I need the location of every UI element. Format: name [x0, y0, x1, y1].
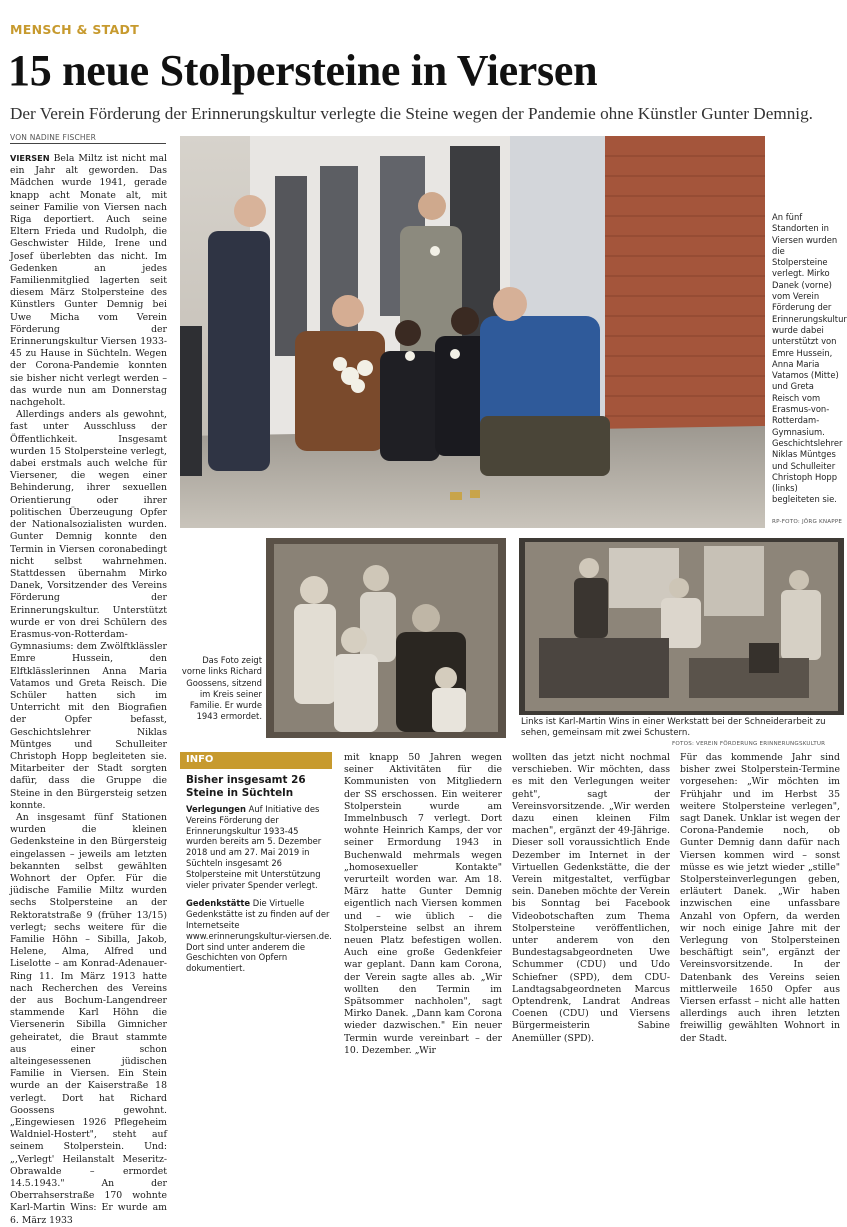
- family-photo-caption: Das Foto zeigt vorne links Richard Goossens, sitzend im Kreis seiner Familie. Er wurde 1943 ermordet.: [181, 655, 262, 722]
- main-photo: [180, 136, 765, 528]
- article-column-1: [10, 152, 167, 1226]
- article-column-3: mit knapp 50 Jahren wegen seiner Aktivitäten für die Kommunisten von Mitgliedern der SS erschossen. Ein weiterer Stolperstein wurde am Immelnbusch 7 verlegt. Dort wohnte Heinrich Kamps, der vor seiner Ermordung 1943 in Buchenwald mehrmals wegen „homosexueller Kontakte" verurteilt worden war. Am 18. März hatte Gunter Demnig eigentlich nach Viersen kommen und – wie üblich – die Stolpersteine selbst an ihrem neuen Platz befestigen wollen. Auch eine große Gedenkfeier war geplant. Dann kam Corona, der Verein sagte alles ab. „Wir wollten den Termin im Spätsommer nachholen", sagt Mirko Danek. „Dann kam Corona wieder dazwischen." Ein neuer Termin wurde vereinbart – der 10. Dezember. „Wir: [344, 752, 502, 1056]
- main-photo-image: [180, 136, 765, 528]
- info-paragraph-2: Gedenkstätte Die Virtuelle Gedenkstätte ist zu finden auf der Internetseite www.erinnerungskultur-viersen.de. Dort sind unter anderem die Geschichten von Opfern dokumentiert.: [186, 898, 332, 974]
- headline: 15 neue Stolpersteine in Viersen: [8, 46, 598, 95]
- info-label: INFO: [180, 752, 332, 769]
- info-paragraph-1: Verlegungen Auf Initiative des Vereins Förderung der Erinnerungskultur 1933-45 wurden bereits am 5. Dezember 2018 und am 27. Mai 2019 in Süchteln insgesamt 26 Stolpersteine mit Unterstützung vieler privater Spender verlegt.: [186, 804, 322, 890]
- paragraph: An insgesamt fünf Stationen wurden die kleinen Gedenksteine in den Bürgersteig eingelassen – jeweils am letzten bekannten selbst gewählten Wohnort der Opfer. Für die jüdische Familie Miltz wurden sechs Stolpersteine an der Rektoratstraße 9 (früher 13/15) verlegt; sechs weitere für die Familie Höhn – Sibilla, Jakob, Helene, Alma, Alfred und Liselotte – am Konrad-Adenauer-Ring 11. Im März 1913 hatte nach Recherchen des Vereins der aus Bochum-Langendreer stammende Karl Höhn die Viersenerin Sibilla Gimnicher geheiratet, die Braut stammte aus einer schon alteingesessenen jüdischen Familie in Viersen. Ein Stein wurde an der Kaiserstraße 18 verlegt. Dort hat Richard Goossens gewohnt. „Eingewiesen 1926 Pflegeheim Waldniel-Hostert", steht auf seinem Stolperstein. Und: „‚Verlegt' Heilanstalt Meseritz-Obrawalde – ermordet 14.5.1943." An der Oberrahserstraße 170 wohnte Karl-Martin Wins: Er wurde am 6. März 1933: [10, 811, 167, 1226]
- paragraph-lead: VIERSEN Bela Miltz ist nicht mal ein Jahr alt geworden. Das Mädchen wurde 1941, gerade knapp acht Monate alt, mit seiner Familie von Viersen nach Riga deportiert. Auch seine Eltern Frieda und Rudolph, die Geschwister Hilde, Irene und Josef überlebten das nicht. Im Gedenken an jedes Familienmitglied lagerten seit diesem März Stolpersteine des Künstlers Gunter Demnig bei Uwe Micha vom Verein Förderung der Erinnerungskultur Viersen 1933-45 zu Hause in Süchteln. Wegen der Corona-Pandemie konnten sie bisher nicht verlegt werden – das wurde nun am Donnerstag nachgeholt.: [10, 153, 167, 409]
- workshop-photo-image: [519, 538, 844, 715]
- subheadline: Der Verein Förderung der Erinnerungskultur verlegte die Steine wegen der Pandemie ohne Künstler Gunter Demnig.: [10, 104, 813, 123]
- byline-rule: [10, 143, 166, 144]
- article-column-4: wollten das jetzt nicht nochmal verschieben. Wir möchten, dass es mit den Verlegungen weiter geht", sagt der Vereinsvorsitzende. „Wir werden dazu einen kleinen Film machen", ergänzt der 49-Jährige. Dieser soll voraussichtlich Ende Dezember im Internet in der Virtuellen Gedenkstätte, die der Verein mitgestaltet, verfügbar sein. Daneben möchte der Verein bis Sonntag bei Facebook Videobotschaften zum Thema Stolpersteine veröffentlichen, unter anderem von den Bundestagsabgeordneten Uwe Schummer (CDU) und Udo Schiefner (SPD), dem CDU-Landtagsabgeordneten Marcus Optendrenk, Landrat Andreas Coenen (CDU) und Viersens Bürgermeisterin Sabine Anemüller (SPD).: [512, 752, 670, 1044]
- byline: VON NADINE FISCHER: [10, 133, 97, 142]
- workshop-photo-credit: FOTOS: VEREIN FÖRDERUNG ERINNERUNGSKULTUR: [672, 741, 826, 747]
- main-photo-credit: RP-FOTO: JÖRG KNAPPE: [772, 519, 843, 525]
- family-photo: [266, 538, 506, 738]
- dateline: VIERSEN: [10, 153, 50, 163]
- workshop-photo-caption: Links ist Karl-Martin Wins in einer Werkstatt bei der Schneiderarbeit zu sehen, gemeinsam mit zwei Schustern.: [521, 717, 826, 739]
- info-box: [180, 752, 332, 1000]
- family-photo-image: [266, 538, 506, 738]
- workshop-photo: [519, 538, 844, 715]
- paragraph: Allerdings anders als gewohnt, fast unter Ausschluss der Öffentlichkeit. Insgesamt wurden 15 Stolpersteine verlegt, dabei erstmals auch welche für Viersener, die wegen einer Behinderung, ihrer sexuellen Orientierung oder ihrer politischen Überzeugung Opfer der Nationalsozialisten wurden. Gunter Demnig konnte den Termin in Viersen coronabedingt nicht selbst wahrnehmen. Stattdessen übernahm Mirko Danek, Vorsitzender des Vereins Förderung der Erinnerungskultur. Unterstützt wurde er von drei Schülern des Erasmus-von-Rotterdam-Gymnasiums: dem Zwölftklässler Emre Hussein, den Elftklässlerinnen Anna Maria Vatamos und Greta Reisch. Die Schüler hatten sich im Unterricht mit den Biografien der Opfer befasst, Geschichtslehrer Niklas Müntges und Schulleiter Christoph Hopp begleiteten sie. Mitarbeiter der Stadt sorgten dafür, dass die Gruppe die Steine in den Bürgersteig setzen konnte.: [10, 409, 167, 811]
- article-column-5: Für das kommende Jahr sind bisher zwei Stolperstein-Termine vorgesehen: „Wir möchten im Frühjahr und im Herbst 35 weitere Stolpersteine verlegen", sagt Danek. Unklar ist wegen der Corona-Pandemie noch, ob Gunter Demnig dann dafür nach Viersen kommen wird – sonst müsse es wie jetzt wieder „stille" Stolpersteinverlegungen geben, erläutert Danek. „Wir haben inzwischen eine unfassbare Anzahl von Opfern, da werden wir noch einige Jahre mit der Verlegung von Stolpersteinen beschäftigt sein", ergänzt der Vereinsvorsitzende. In der Datenbank des Vereins seien mittlerweile 1650 Opfer aus Viersen erfasst – nicht alle hatten allerdings auch ihren letzten freiwillig gewählten Wohnort in der Stadt.: [680, 752, 840, 1044]
- section-rubric: MENSCH & STADT: [10, 22, 140, 37]
- main-photo-caption: An fünf Standorten in Viersen wurden die Stolpersteine verlegt. Mirko Danek (vorne) vom Verein Förderung der Erinnerungskultur wurde dabei unterstützt von Emre Hussein, Anna Maria Vatamos (Mitte) und Greta Reisch vom Erasmus-von-Rotterdam-Gymnasium. Geschichtslehrer Niklas Müntges und Schulleiter Christoph Hopp (links) begleiteten sie.: [772, 212, 847, 505]
- info-title: Bisher insgesamt 26 Steine in Süchteln: [186, 774, 306, 799]
